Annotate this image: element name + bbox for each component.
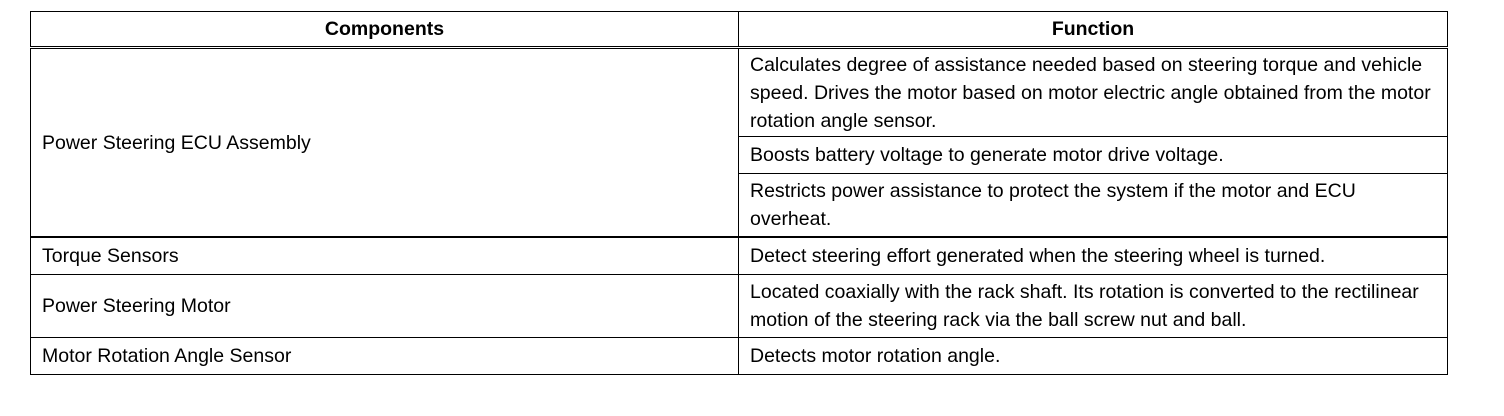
table-row <box>31 237 1448 275</box>
table-row <box>31 48 1448 137</box>
function-cell: Detect steering effort generated when the steering wheel is turned. <box>739 237 1448 275</box>
function-cell: Restricts power assistance to protect the system if the motor and ECU overheat. <box>739 174 1448 238</box>
header-row <box>31 12 1448 48</box>
components-function-table <box>30 11 1448 375</box>
component-cell: Torque Sensors <box>31 237 739 275</box>
component-cell: Motor Rotation Angle Sensor <box>31 338 739 375</box>
component-cell: Power Steering ECU Assembly <box>31 48 739 238</box>
function-cell: Calculates degree of assistance needed based on steering torque and vehicle speed. Drives the motor based on motor electric angle obtained from the motor rotation angle sensor. <box>739 48 1448 137</box>
function-cell: Located coaxially with the rack shaft. Its rotation is converted to the rectilinear motion of the steering rack via the ball screw nut and ball. <box>739 275 1448 338</box>
component-cell: Power Steering Motor <box>31 275 739 338</box>
table-row <box>31 275 1448 338</box>
table-row <box>31 338 1448 375</box>
function-cell: Boosts battery voltage to generate motor drive voltage. <box>739 137 1448 174</box>
function-cell: Detects motor rotation angle. <box>739 338 1448 375</box>
header-function: Function <box>739 12 1448 48</box>
header-components: Components <box>31 12 739 48</box>
